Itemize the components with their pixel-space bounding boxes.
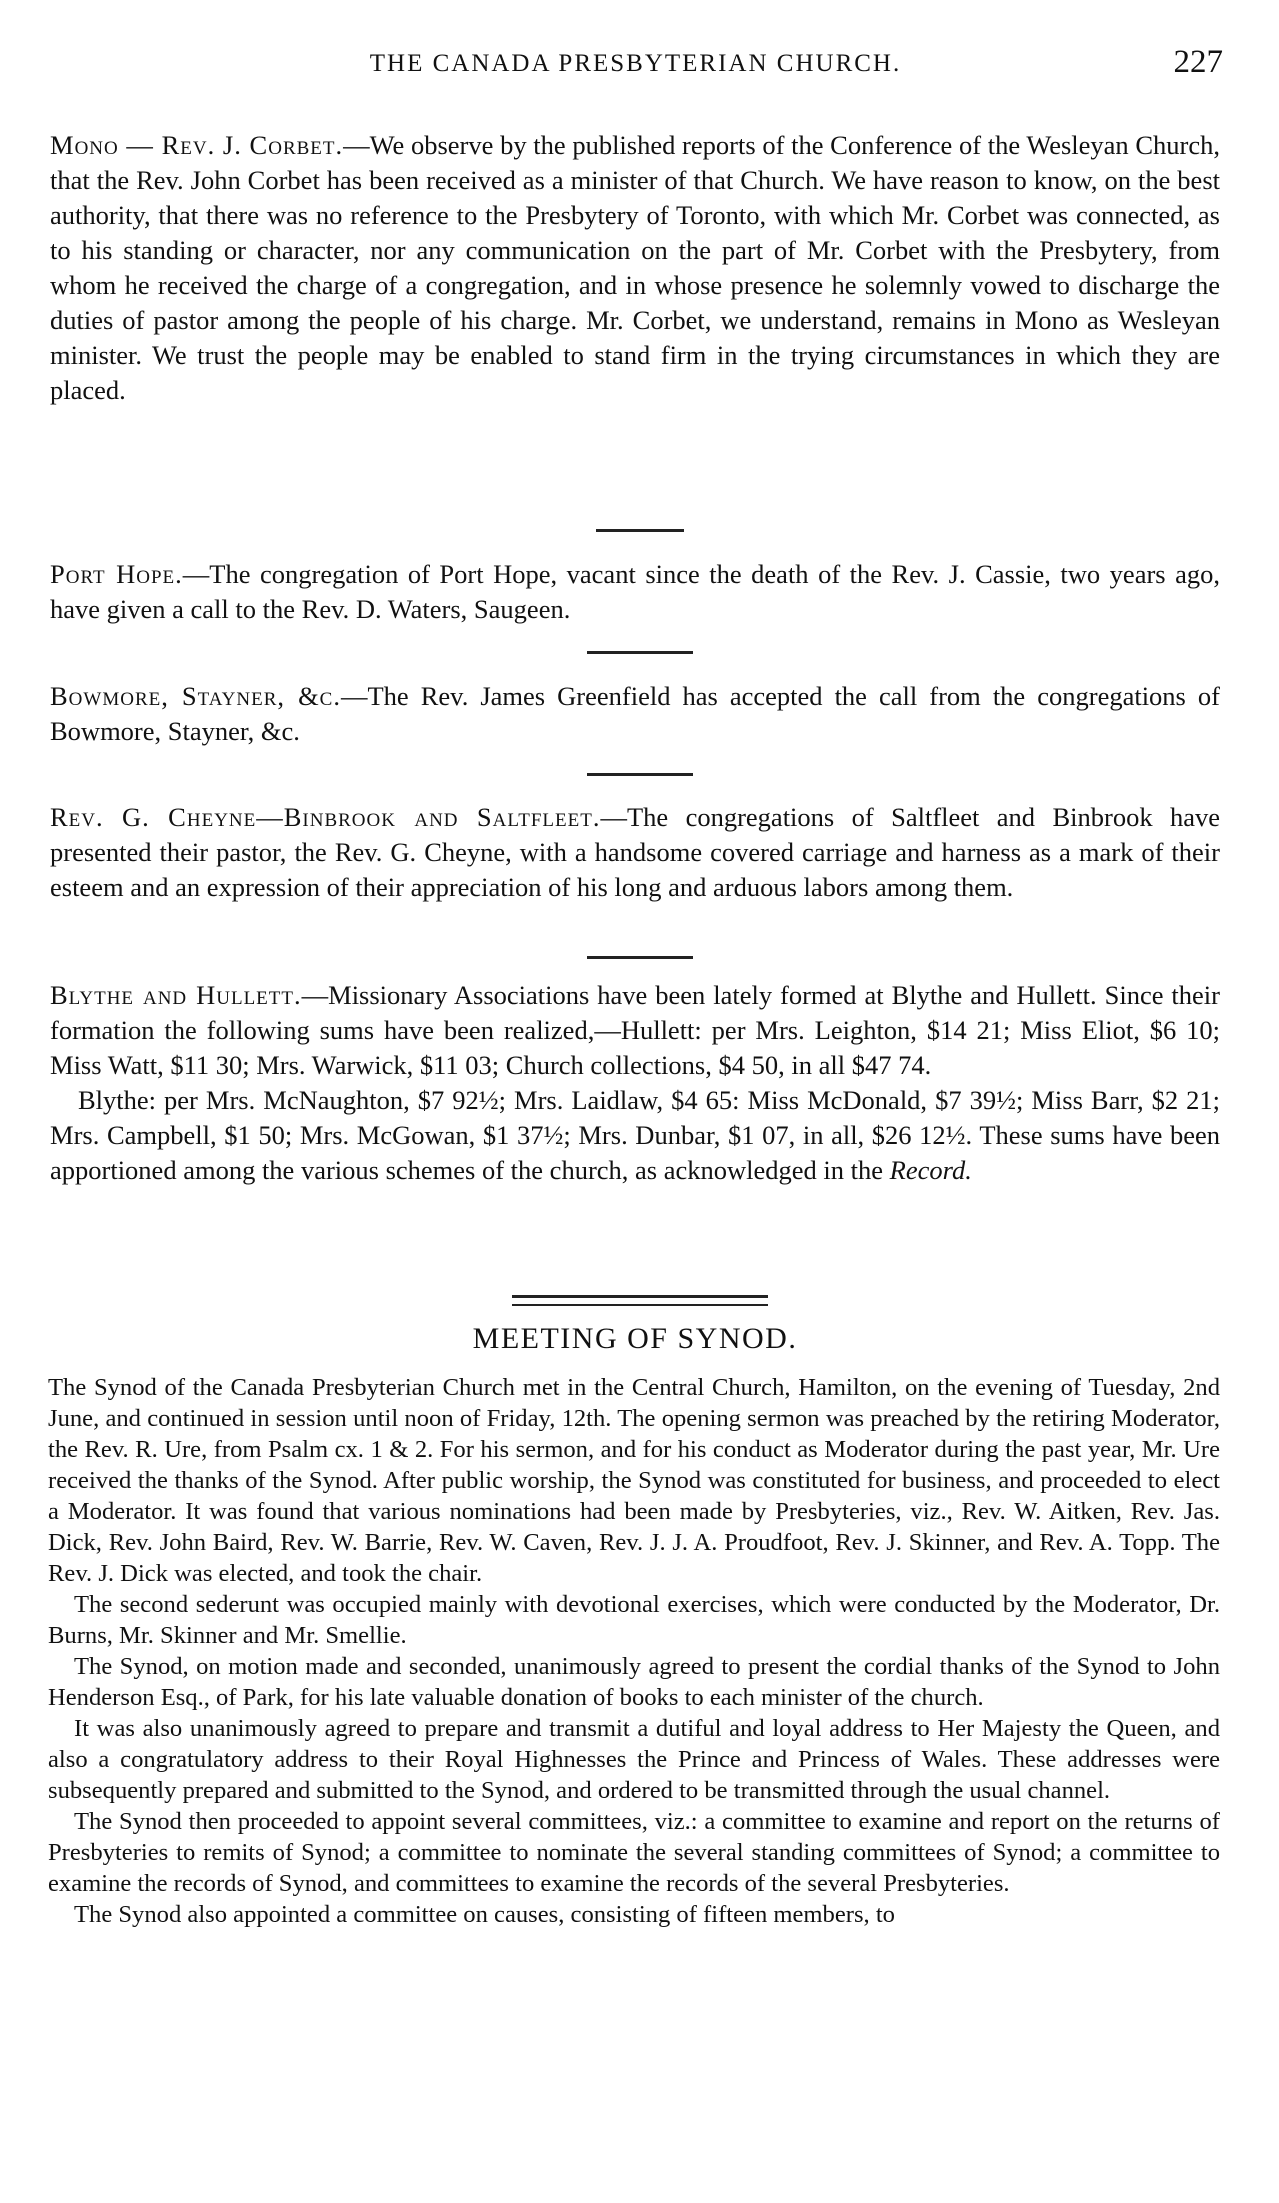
news-item-paragraph: [50, 1083, 1220, 1188]
news-item-paragraph: [50, 800, 1220, 905]
section-divider: [587, 956, 693, 959]
news-item-bowmore: [50, 679, 1220, 749]
news-item-port-hope: [50, 557, 1220, 627]
news-item-text: —The congregations of Saltfleet and Binbrook have presented their pastor, the Rev. G. Cheyne, with a handsome covered carriage and harness as a mark of their esteem and an expression of their appreciation of his long and arduous labors among them.: [50, 802, 1220, 902]
news-item-paragraph: [50, 978, 1220, 1083]
news-item-mono: [50, 128, 1220, 408]
page-number: 227: [1173, 44, 1223, 80]
news-item-text: —The congregation of Port Hope, vacant since the death of the Rev. J. Cassie, two years ago, have given a call to the Rev. D. Waters, Saugeen.: [50, 559, 1220, 624]
double-divider: [512, 1295, 768, 1306]
news-item-cheyne: [50, 800, 1220, 905]
news-item-paragraph: [50, 557, 1220, 627]
synod-paragraph: The second sederunt was occupied mainly with devotional exercises, which were conducted by the Moderator, Dr. Burns, Mr. Skinner and Mr. Smellie.: [48, 1591, 1220, 1649]
news-item-heading: Mono — Rev. J. Corbet.: [50, 130, 344, 160]
news-item-text: Blythe: per Mrs. McNaughton, $7 92½; Mrs. Laidlaw, $4 65: Miss McDonald, $7 39½; Miss Barr, $2 21; Mrs. Campbell, $1 50; Mrs. McGowan, $1 37½; Mrs. Dunbar, $1 07, in all, $26 12½. These sums have been apportioned among the various schemes of the church, as acknowledged in the: [50, 1085, 1220, 1185]
news-item-blythe: [50, 978, 1220, 1188]
section-divider: [596, 529, 684, 532]
running-head: [48, 44, 1223, 84]
news-item-heading: Bowmore, Stayner, &c.: [50, 681, 341, 711]
news-item-heading: Blythe and Hullett.: [50, 980, 302, 1010]
section-divider: [587, 651, 693, 654]
synod-paragraph: The Synod of the Canada Presbyterian Church met in the Central Church, Hamilton, on the evening of Tuesday, 2nd June, and continued in session until noon of Friday, 12th. The opening sermon was preached by the retiring Moderator, the Rev. R. Ure, from Psalm cx. 1 & 2. For his sermon, and for his conduct as Moderator during the past year, Mr. Ure received the thanks of the Synod. After public worship, the Synod was constituted for business, and proceeded to elect a Moderator. It was found that various nominations had been made by Presbyteries, viz., Rev. W. Aitken, Rev. Jas. Dick, Rev. John Baird, Rev. W. Barrie, Rev. W. Caven, Rev. J. J. A. Proudfoot, Rev. J. Skinner, and Rev. A. Topp. The Rev. J. Dick was elected, and took the chair.: [48, 1374, 1220, 1587]
record-title: Record.: [889, 1155, 972, 1185]
synod-paragraph: It was also unanimously agreed to prepare and transmit a dutiful and loyal address to Her Majesty the Queen, and also a congratulatory address to their Royal Highnesses the Prince and Princess of Wales. These addresses were subsequently prepared and submitted to the Synod, and ordered to be transmitted through the usual channel.: [48, 1715, 1220, 1804]
section-divider: [587, 773, 693, 776]
synod-paragraph: The Synod then proceeded to appoint several committees, viz.: a committee to examine and report on the returns of Presbyteries to remits of Synod; a committee to nominate the several standing committees of Synod; a committee to examine the records of Synod, and committees to examine the records of the several Presbyteries.: [48, 1808, 1220, 1897]
synod-paragraph: The Synod also appointed a committee on causes, consisting of fifteen members, to: [74, 1901, 895, 1928]
news-item-paragraph: [50, 679, 1220, 749]
synod-paragraph: The Synod, on motion made and seconded, unanimously agreed to present the cordial thanks of the Synod to John Henderson Esq., of Park, for his late valuable donation of books to each minister of the church.: [48, 1653, 1220, 1711]
news-item-text: —We observe by the published reports of the Conference of the Wesleyan Church, that the Rev. John Corbet has been received as a minister of that Church. We have reason to know, on the best authority, that there was no reference to the Presbytery of Toronto, with which Mr. Corbet was connected, as to his standing or character, nor any communication on the part of Mr. Corbet with the Presbytery, from whom he received the charge of a congregation, and in whose presence he solemnly vowed to discharge the duties of pastor among the people of his charge. Mr. Corbet, we understand, remains in Mono as Wesleyan minister. We trust the people may be enabled to stand firm in the trying circumstances in which they are placed.: [50, 130, 1220, 405]
news-item-heading: Rev. G. Cheyne—Binbrook and Saltfleet.: [50, 802, 601, 832]
news-item-text: —The Rev. James Greenfield has accepted the call from the congregations of Bowmore, Stayner, &c.: [50, 681, 1220, 746]
running-title: THE CANADA PRESBYTERIAN CHURCH.: [369, 50, 902, 77]
news-item-text: —Missionary Associations have been lately formed at Blythe and Hullett. Since their formation the following sums have been realized,—Hullett: per Mrs. Leighton, $14 21; Miss Eliot, $6 10; Miss Watt, $11 30; Mrs. Warwick, $11 03; Church collections, $4 50, in all $47 74.: [50, 980, 1220, 1080]
news-item-paragraph: [50, 128, 1220, 408]
news-item-heading: Port Hope.: [50, 559, 183, 589]
synod-report: [48, 1372, 1220, 1930]
section-title: MEETING OF SYNOD.: [472, 1322, 798, 1355]
